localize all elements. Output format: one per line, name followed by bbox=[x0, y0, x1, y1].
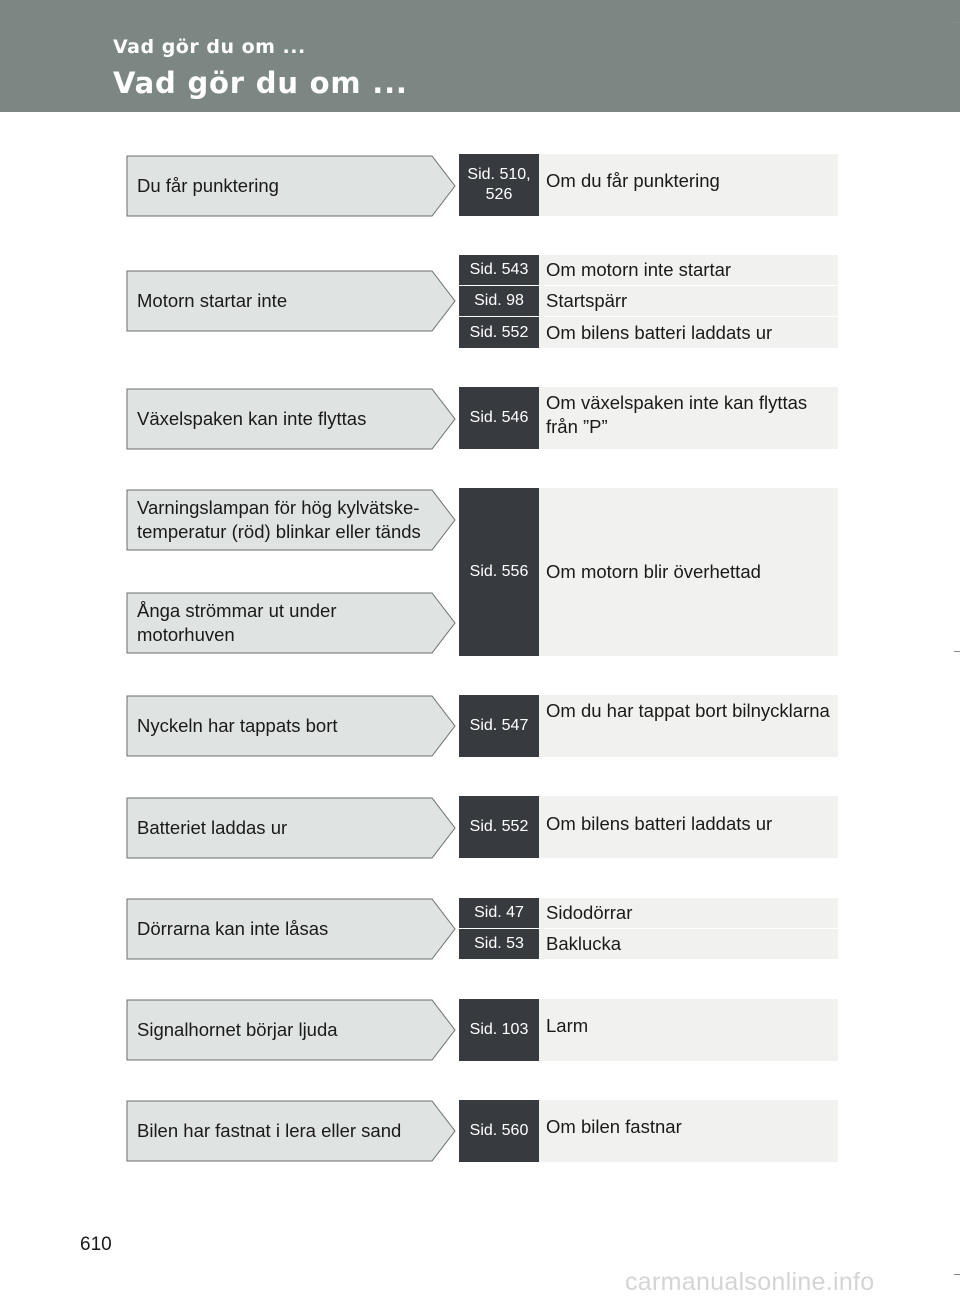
reference-desc: Startspärr bbox=[539, 286, 838, 316]
symptom-engine-no-start: Motorn startar inte bbox=[126, 270, 456, 332]
header-subtitle: Vad gör du om ... bbox=[113, 36, 306, 58]
page-ref[interactable]: Sid. 510, 526 bbox=[459, 154, 539, 216]
symptom-coolant-warning: Varningslampan för hög kylvätske-temperatur (röd) blinkar eller tänds bbox=[126, 489, 456, 551]
page-ref[interactable]: Sid. 98 bbox=[459, 286, 539, 316]
symptom-battery: Batteriet laddas ur bbox=[126, 797, 456, 859]
page-number: 610 bbox=[80, 1234, 112, 1255]
reference-desc: Om motorn blir överhettad bbox=[539, 488, 838, 656]
symptom-lost-key: Nyckeln har tappats bort bbox=[126, 695, 456, 757]
reference-desc: Om motorn inte startar bbox=[539, 255, 838, 285]
reference-desc: Om du får punktering bbox=[539, 154, 838, 216]
page-ref[interactable]: Sid. 556 bbox=[459, 488, 539, 656]
reference-desc: Sidodörrar bbox=[539, 898, 838, 928]
header-title: Vad gör du om ... bbox=[113, 66, 408, 100]
page-ref[interactable]: Sid. 560 bbox=[459, 1100, 539, 1162]
reference-desc: Om bilens batteri laddats ur bbox=[539, 796, 838, 858]
page-ref[interactable]: Sid. 547 bbox=[459, 695, 539, 757]
page-ref[interactable]: Sid. 53 bbox=[459, 929, 539, 959]
page-ref[interactable]: Sid. 546 bbox=[459, 387, 539, 449]
page-header bbox=[0, 0, 960, 112]
reference-desc: Om bilens batteri laddats ur bbox=[539, 317, 838, 348]
reference-desc: Om du har tappat bort bilnycklarna bbox=[539, 695, 838, 757]
crop-mark bbox=[954, 1274, 960, 1275]
page-ref[interactable]: Sid. 552 bbox=[459, 317, 539, 348]
reference-desc: Baklucka bbox=[539, 929, 838, 959]
symptom-steam-hood: Ånga strömmar ut under motorhuven bbox=[126, 592, 456, 654]
page-ref[interactable]: Sid. 552 bbox=[459, 796, 539, 858]
reference-desc: Larm bbox=[539, 999, 838, 1061]
watermark: carmanualsonline.info bbox=[625, 1268, 875, 1296]
symptom-flat-tire: Du får punktering bbox=[126, 155, 456, 217]
crop-mark bbox=[954, 651, 960, 652]
page-ref[interactable]: Sid. 47 bbox=[459, 898, 539, 928]
symptom-horn: Signalhornet börjar ljuda bbox=[126, 999, 456, 1061]
symptom-gear-lever: Växelspaken kan inte flyttas bbox=[126, 388, 456, 450]
page-ref[interactable]: Sid. 103 bbox=[459, 999, 539, 1061]
reference-desc: Om bilen fastnar bbox=[539, 1100, 838, 1162]
reference-desc: Om växelspaken inte kan flyttas från ”P” bbox=[539, 387, 838, 449]
crop-mark bbox=[954, 22, 960, 23]
page-ref[interactable]: Sid. 543 bbox=[459, 255, 539, 285]
symptom-doors-lock: Dörrarna kan inte låsas bbox=[126, 898, 456, 960]
symptom-stuck: Bilen har fastnat i lera eller sand bbox=[126, 1100, 456, 1162]
